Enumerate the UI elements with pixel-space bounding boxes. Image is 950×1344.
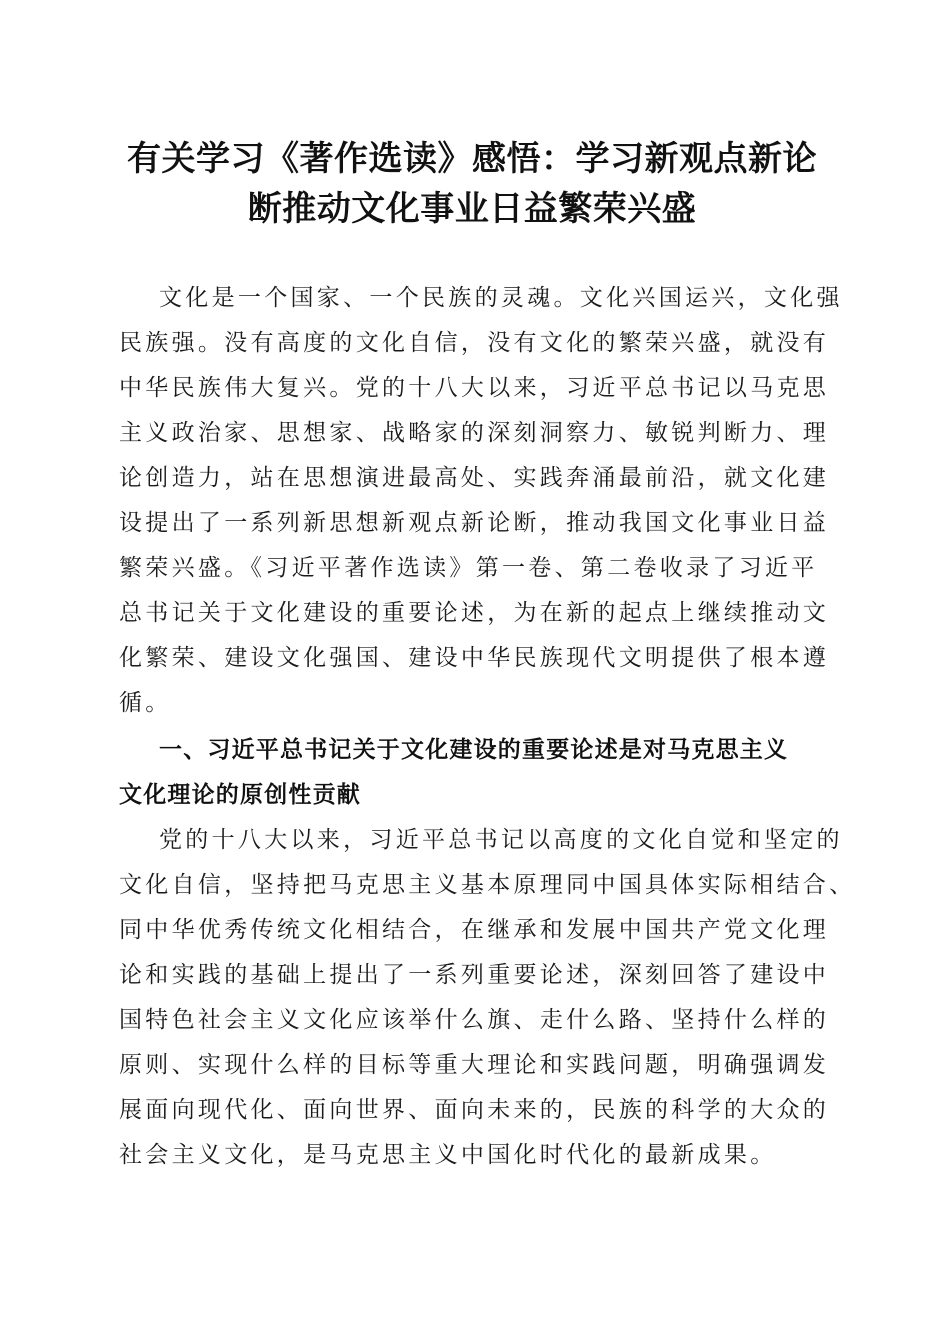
paragraph-line: 论和实践的基础上提出了一系列重要论述，深刻回答了建设中 xyxy=(119,962,830,988)
paragraph-line: 主义政治家、思想家、战略家的深刻洞察力、敏锐判断力、理 xyxy=(119,420,830,446)
paragraph-line: 原则、实现什么样的目标等重大理论和实践问题，明确强调发 xyxy=(119,1052,830,1078)
paragraph-line: 总书记关于文化建设的重要论述，为在新的起点上继续推动文 xyxy=(119,600,830,626)
heading-line: 文化理论的原创性贡献 xyxy=(119,782,361,808)
paragraph-line: 文化自信，坚持把马克思主义基本原理同中国具体实际相结合、 xyxy=(119,872,856,898)
paragraph-line: 论创造力，站在思想演进最高处、实践奔涌最前沿，就文化建 xyxy=(119,465,830,491)
paragraph-line: 社会主义文化，是马克思主义中国化时代化的最新成果。 xyxy=(119,1142,777,1168)
paragraph-line: 展面向现代化、面向世界、面向未来的，民族的科学的大众的 xyxy=(119,1097,830,1123)
paragraph-line: 国特色社会主义文化应该举什么旗、走什么路、坚持什么样的 xyxy=(119,1007,830,1033)
paragraph-line: 民族强。没有高度的文化自信，没有文化的繁荣兴盛，就没有 xyxy=(119,330,830,356)
paragraph-line: 文化是一个国家、一个民族的灵魂。文化兴国运兴，文化强 xyxy=(159,285,843,311)
paragraph-line: 循。 xyxy=(119,690,172,716)
paragraph-line: 同中华优秀传统文化相结合，在继承和发展中国共产党文化理 xyxy=(119,917,830,943)
paragraph-line: 党的十八大以来，习近平总书记以高度的文化自觉和坚定的 xyxy=(159,827,843,853)
paragraph-line: 繁荣兴盛。《习近平著作选读》第一卷、第二卷收录了习近平 xyxy=(119,555,818,581)
title-line: 有关学习《著作选读》感悟：学习新观点新论 xyxy=(127,139,817,179)
section-heading-1 xyxy=(119,728,831,818)
document-title xyxy=(112,134,832,234)
title-line: 断推动文化事业日益繁荣兴盛 xyxy=(247,189,697,229)
heading-line: 一、习近平总书记关于文化建设的重要论述是对马克思主义 xyxy=(159,737,789,763)
paragraph-section-1 xyxy=(119,818,856,1178)
paragraph-line: 设提出了一系列新思想新观点新论断，推动我国文化事业日益 xyxy=(119,510,830,536)
paragraph-line: 化繁荣、建设文化强国、建设中华民族现代文明提供了根本遵 xyxy=(119,645,830,671)
paragraph-line: 中华民族伟大复兴。党的十八大以来，习近平总书记以马克思 xyxy=(119,375,830,401)
paragraph-intro xyxy=(119,276,843,726)
